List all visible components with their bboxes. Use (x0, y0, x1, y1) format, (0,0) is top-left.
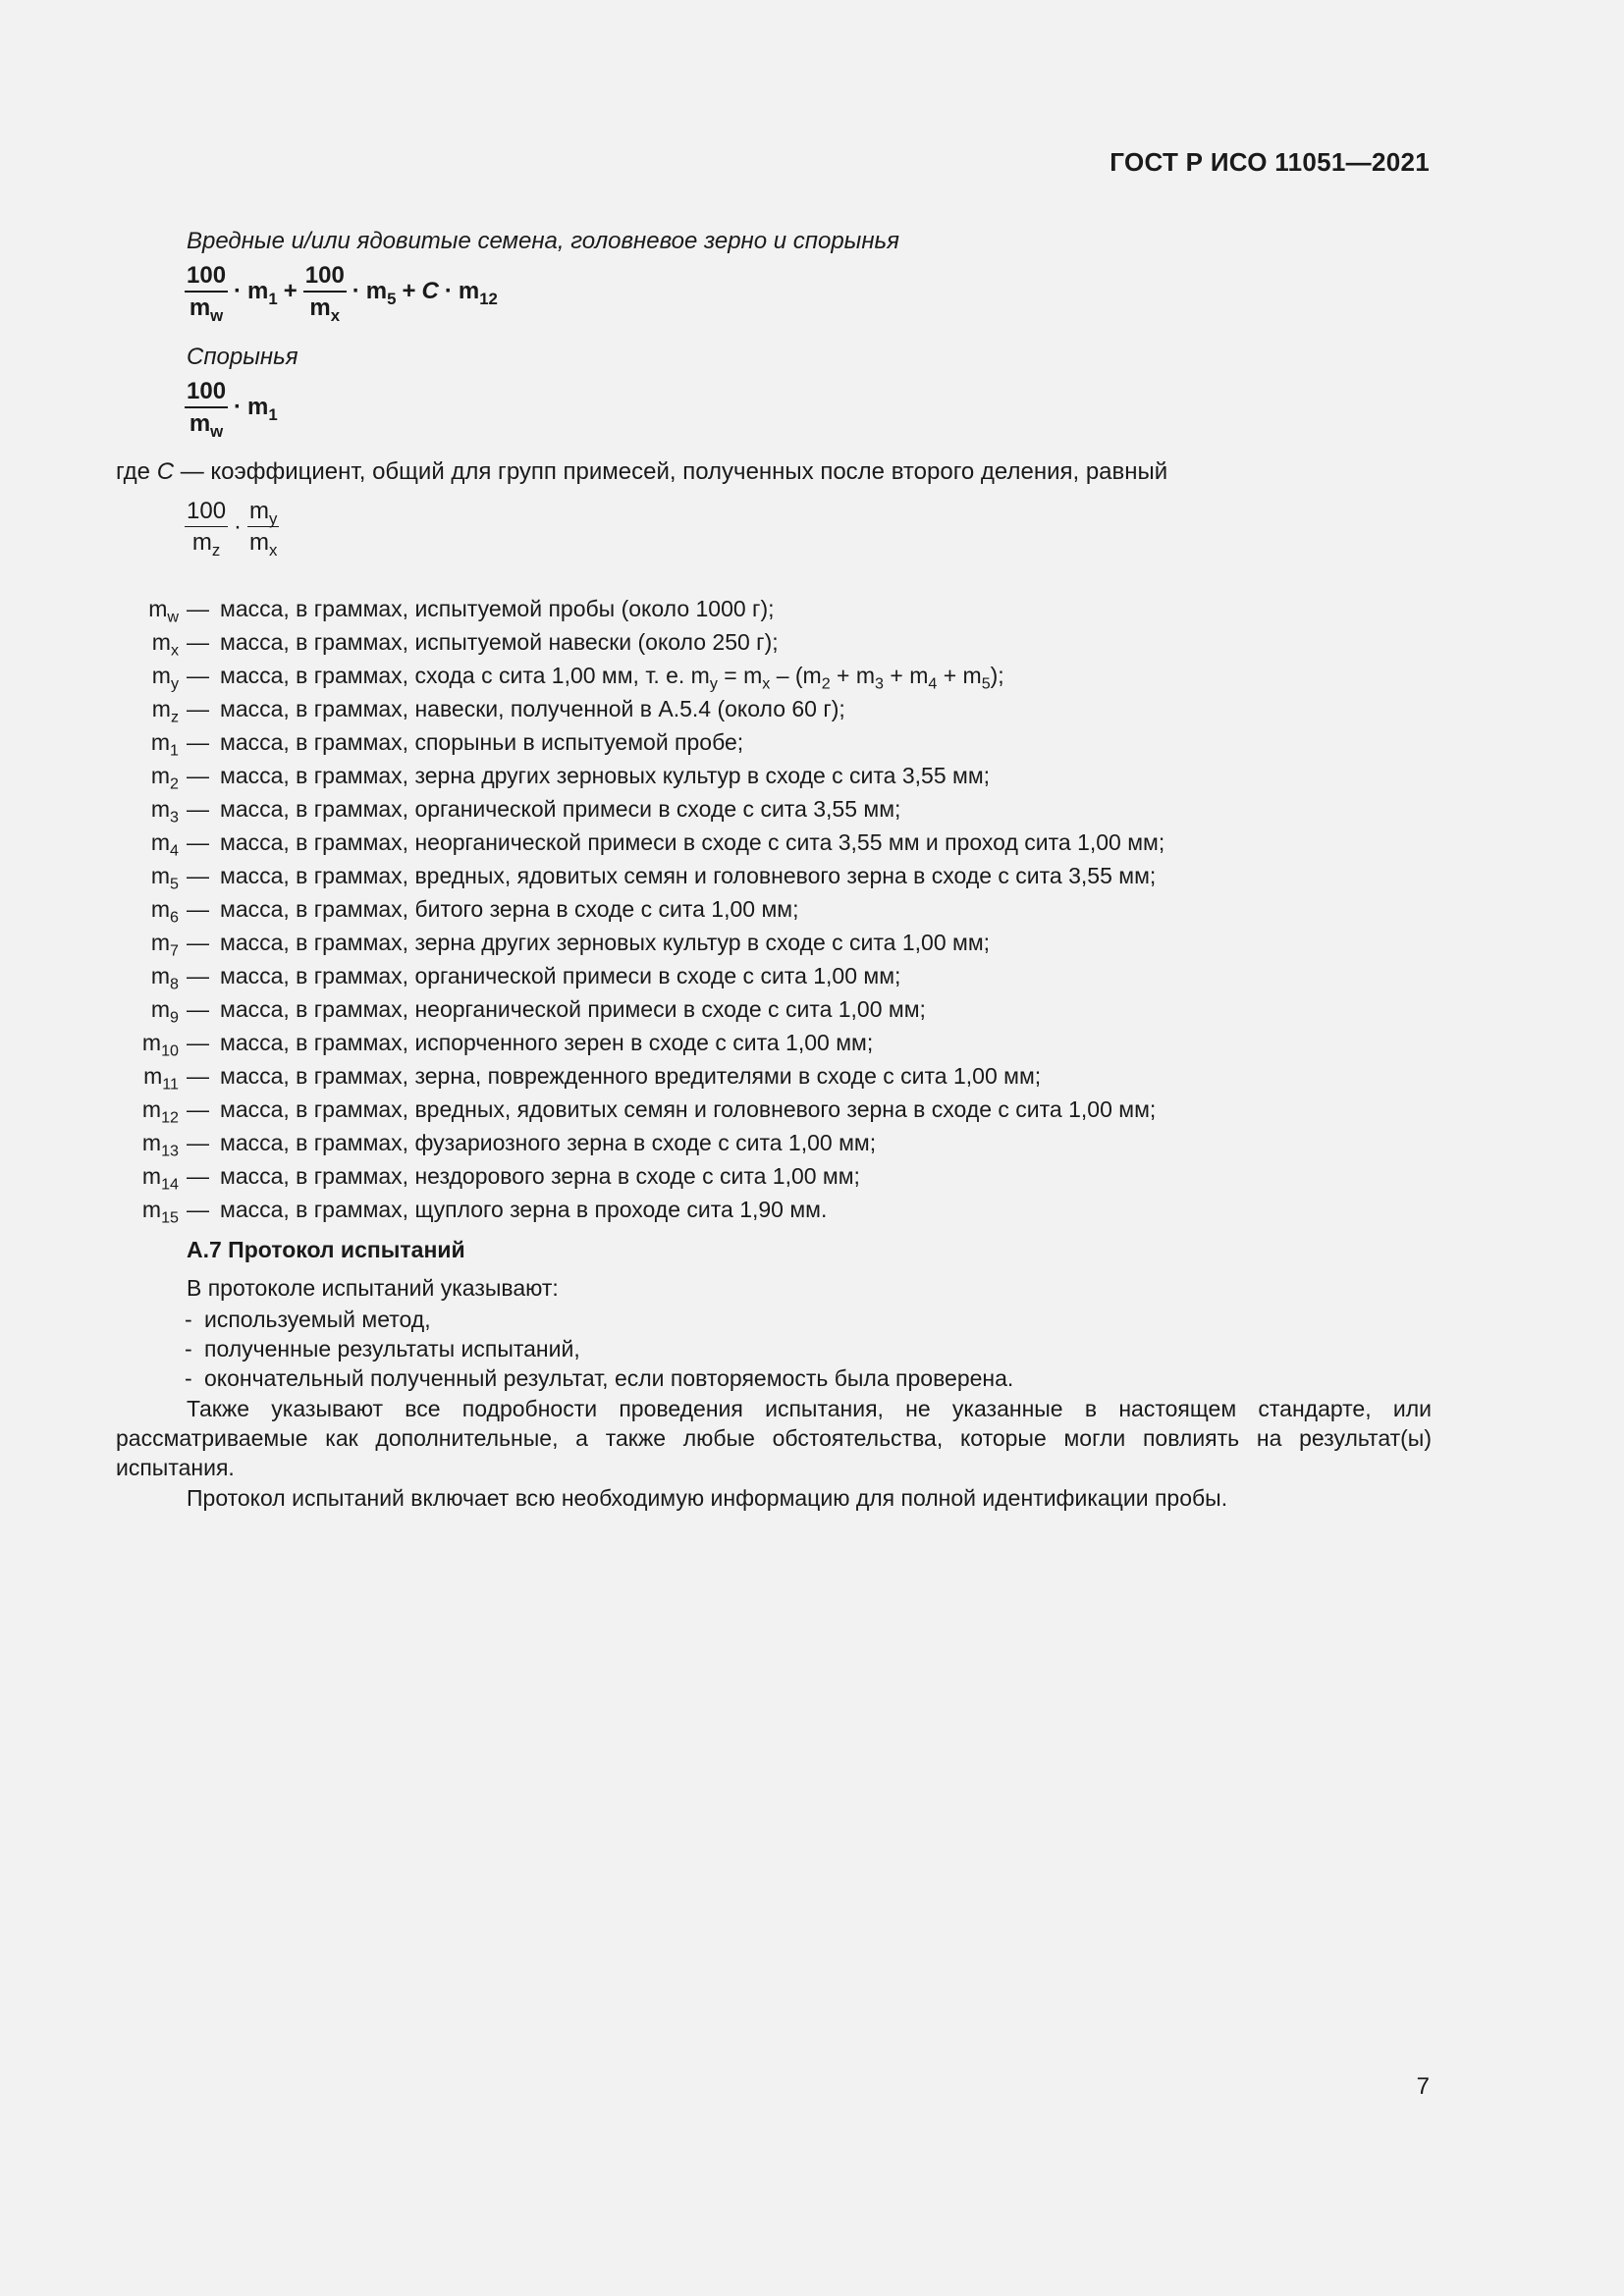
my-definition: масса, в граммах, схода с сита 1,00 мм, т. е. $m_y = m_x - (m_2 + m_3 + m_4 + m_5)$; (220, 662, 1004, 693)
ergot-caption: Спорынья (187, 344, 298, 370)
definition-row: $m_{12}$ — масса, в граммах, вредных, ядовитых семян и головневого зерна в сходе с сита 1,00 мм; (141, 1095, 1157, 1127)
numerator: 100 (185, 499, 228, 527)
bullet-list (185, 1305, 1013, 1393)
operator: · (234, 394, 243, 421)
definition-row: $m_y$ — масса, в граммах, схода с сита 1,00 мм, т. е. $m_y = m_x - (m_2 + m_3 + m_4 + m_5)$; (151, 662, 1004, 693)
numerator: 100 (303, 263, 347, 293)
variable: $m_1$ (247, 278, 278, 309)
definition-row: $m_w$ — масса, в граммах, испытуемой пробы (около 1000 г); (148, 595, 775, 626)
numerator: $m_y$ (249, 498, 278, 528)
operator: · (234, 512, 243, 540)
operator: + (283, 278, 298, 305)
definition-row: $m_{11}$ — масса, в граммах, зерна, поврежденного вредителями в сходе с сита 1,00 мм; (143, 1062, 1042, 1094)
harmful-caption: Вредные и/или ядовитые семена, головневое зерно и спорынья (187, 228, 899, 254)
fraction (303, 262, 347, 326)
definition-row: $m_8$ — масса, в граммах, органической примеси в сходе с сита 1,00 мм; (150, 962, 901, 993)
fraction (185, 378, 228, 442)
definition-row: $m_{14}$ — масса, в граммах, нездорового зерна в сходе с сита 1,00 мм; (141, 1162, 860, 1194)
definition-row: $m_2$ — масса, в граммах, зерна других зерновых культур в сходе с сита 3,55 мм; (150, 762, 991, 793)
numerator: 100 (185, 379, 228, 408)
list-item: - используемый метод, (185, 1307, 431, 1332)
section-title: А.7 Протокол испытаний (187, 1237, 465, 1262)
definitions-list (116, 592, 1164, 1226)
denominator: $m_x$ (309, 294, 341, 326)
harmful-formula (185, 262, 498, 326)
coefficient-formula (185, 498, 279, 561)
fraction (247, 498, 279, 561)
definition-row: $m_9$ — масса, в граммах, неорганической примеси в сходе с сита 1,00 мм; (150, 995, 926, 1027)
variable: $m_5$ (365, 278, 397, 309)
operator: + (402, 278, 416, 305)
definition-row: $m_4$ — масса, в граммах, неорганической примеси в сходе с сита 3,55 мм и проход сита 1,00 мм; (150, 828, 1165, 860)
definition-row: $m_6$ — масса, в граммах, битого зерна в сходе с сита 1,00 мм; (150, 895, 799, 927)
ergot-formula (185, 378, 278, 442)
page-number: 7 (1416, 2073, 1430, 2100)
denominator: $m_z$ (191, 529, 221, 561)
paragraph: Также указывают все подробности проведения испытания, не указанные в настоящем стандарте, или рассматриваемые как дополнительные, а также любые обстоятельства, которые могли повлиять на результат(ы) испытания. (116, 1396, 1432, 1480)
list-item: - окончательный полученный результат, если повторяемость была проверена. (185, 1365, 1014, 1391)
paragraph: Протокол испытаний включает всю необходимую информацию для полной идентификации пробы. (187, 1485, 1228, 1511)
denominator: $m_x$ (249, 529, 278, 561)
where-line: где C — коэффициент, общий для групп примесей, полученных после второго деления, равный (116, 458, 1168, 485)
fraction (185, 498, 228, 561)
variable: $m_1$ (247, 394, 278, 425)
fraction (185, 262, 228, 326)
definition-row: $m_{13}$ — масса, в граммах, фузариозного зерна в сходе с сита 1,00 мм; (141, 1129, 877, 1160)
coefficient-c: C (421, 278, 439, 305)
definition-row: $m_{15}$ — масса, в граммах, щуплого зерна в проходе сита 1,90 мм. (141, 1196, 828, 1227)
definition-row: $m_5$ — масса, в граммах, вредных, ядовитых семян и головневого зерна в сходе с сита 3,55 мм; (150, 862, 1157, 893)
operator: · (234, 278, 243, 305)
definition-row: $m_x$ — масса, в граммах, испытуемой навески (около 250 г); (151, 628, 779, 660)
definition-row: $m_7$ — масса, в граммах, зерна других зерновых культур в сходе с сита 1,00 мм; (150, 929, 991, 960)
definition-row: $m_z$ — масса, в граммах, навески, полученной в А.5.4 (около 60 г); (151, 695, 845, 726)
variable: $m_{12}$ (458, 278, 498, 309)
list-item: - полученные результаты испытаний, (185, 1336, 580, 1362)
section-intro: В протоколе испытаний указывают: (187, 1275, 559, 1301)
denominator: $m_w$ (189, 294, 224, 326)
denominator: $m_w$ (189, 410, 224, 442)
definition-row: $m_3$ — масса, в граммах, органической примеси в сходе с сита 3,55 мм; (150, 795, 901, 827)
definition-row: $m_{10}$ — масса, в граммах, испорченного зерен в сходе с сита 1,00 мм; (141, 1029, 874, 1060)
numerator: 100 (185, 263, 228, 293)
document-header: ГОСТ Р ИСО 11051—2021 (1110, 147, 1430, 177)
operator: · (352, 278, 360, 305)
operator: · (444, 278, 453, 305)
definition-row: $m_1$ — масса, в граммах, спорыньи в испытуемой пробе; (150, 728, 744, 760)
